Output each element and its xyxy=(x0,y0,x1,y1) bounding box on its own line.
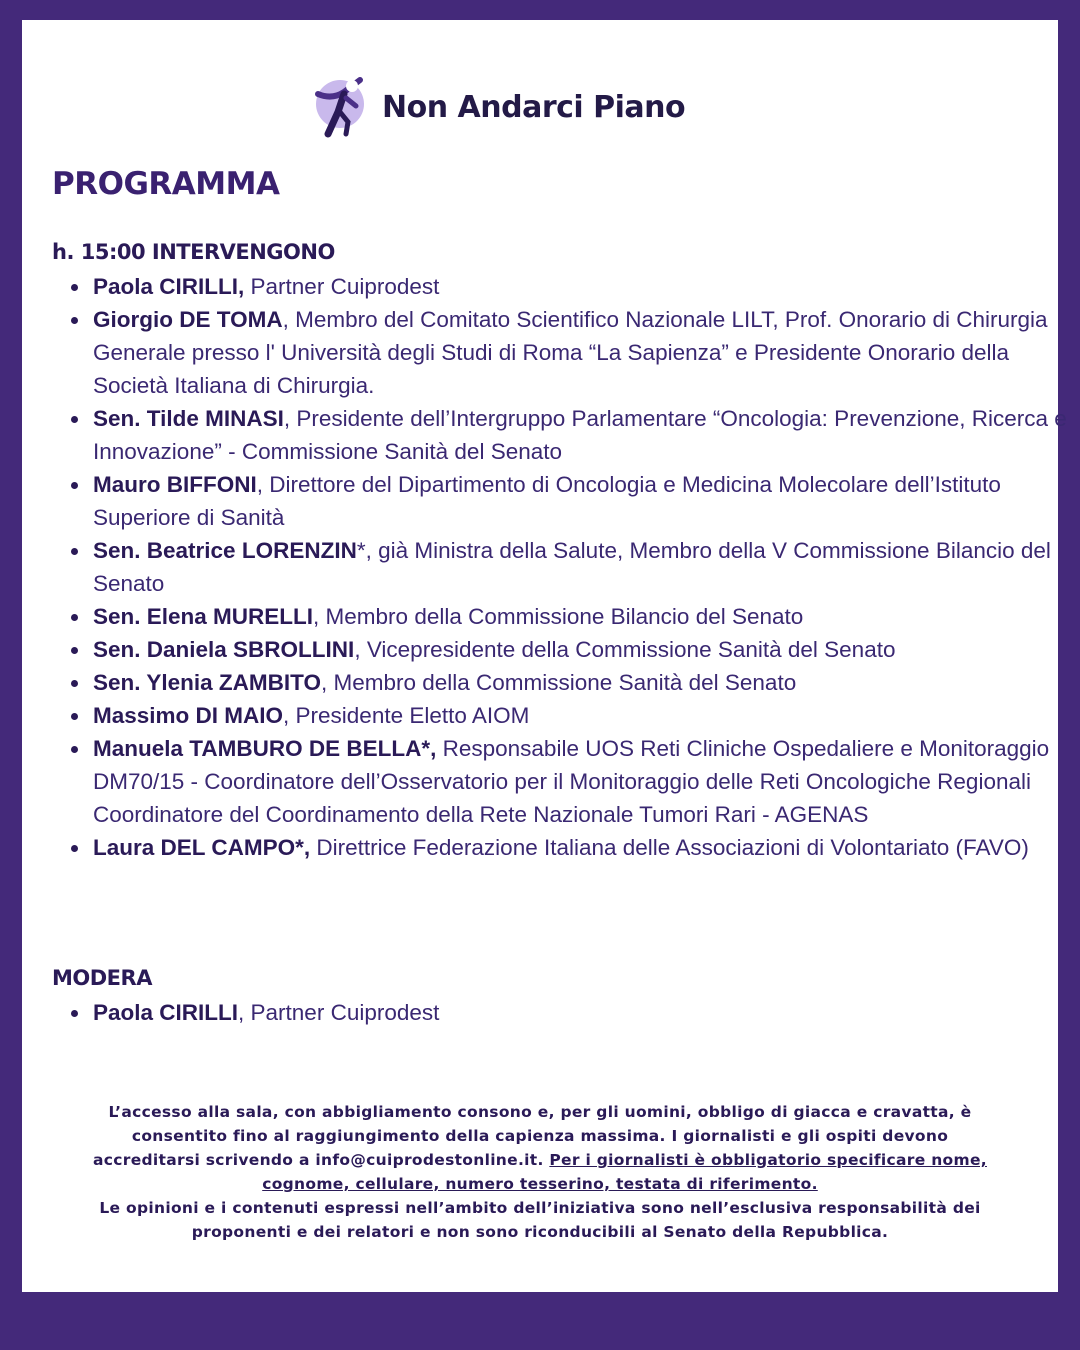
speaker-name: Laura DEL CAMPO*, xyxy=(93,835,311,860)
list-item xyxy=(93,468,1073,534)
program-card xyxy=(22,20,1067,1292)
list-item xyxy=(93,996,1073,1029)
speaker-name: Sen. Elena MURELLI xyxy=(93,604,314,629)
speaker-name: Manuela TAMBURO DE BELLA*, xyxy=(93,736,437,761)
speaker-role: , Vicepresidente della Commissione Sanità del Senato xyxy=(354,637,896,662)
list-item xyxy=(93,732,1073,831)
list-item xyxy=(93,402,1073,468)
speaker-role: Responsabile UOS Reti Cliniche Ospedaliere e Monitoraggio DM70/15 - Coordinatore dell’Osservatorio per il Monitoraggio delle Reti Oncologiche Regionali Coordinatore del Coordinamento della Rete Nazionale Tumori Rari - AGENAS xyxy=(93,736,1050,827)
speaker-role: Direttrice Federazione Italiana delle Associazioni di Volontariato (FAVO) xyxy=(310,835,1029,860)
speaker-name: Sen. Tilde MINASI xyxy=(93,406,284,431)
access-note xyxy=(82,1100,998,1244)
list-item xyxy=(93,303,1073,402)
disclaimer-text: Le opinioni e i contenuti espressi nell’ambito dell’iniziativa sono nell’esclusiva responsabilità dei proponenti e dei relatori e non sono riconducibili al Senato della Repubblica. xyxy=(99,1199,981,1241)
list-item xyxy=(93,270,1073,303)
speaker-list xyxy=(52,270,1073,864)
access-note-text: L’accesso alla sala, con abbigliamento consono e, per gli uomini, obbligo di giacca e cravatta, è consentito fino al raggiungimento della capienza massima. I giornalisti e gli ospiti devono accreditarsi scrivendo a info@cuiprodestonline.it. xyxy=(93,1103,972,1169)
speaker-role: , Partner Cuiprodest xyxy=(238,1000,440,1025)
speaker-role: , Membro della Commissione Sanità del Senato xyxy=(320,670,797,695)
list-item xyxy=(93,699,1073,732)
list-item xyxy=(93,666,1073,699)
speaker-name: Sen. Beatrice LORENZIN xyxy=(93,538,357,563)
speaker-role: , Membro del Comitato Scientifico Nazionale LILT, Prof. Onorario di Chirurgia Generale presso l' Università degli Studi di Roma “La Sapienza” e Presidente Onorario della Società Italiana di Chirurgia. xyxy=(93,307,1048,398)
section-heading-modera: MODERA xyxy=(52,966,152,990)
list-item xyxy=(93,534,1073,600)
speaker-name: Sen. Ylenia ZAMBITO xyxy=(93,670,321,695)
list-item xyxy=(93,831,1073,864)
speaker-name: Paola CIRILLI xyxy=(93,1000,239,1025)
journalist-requirements: Per i giornalisti è obbligatorio specificare nome, cognome, cellulare, numero tesserino, testata di riferimento. xyxy=(262,1151,987,1193)
speaker-name: Paola CIRILLI, xyxy=(93,274,245,299)
speaker-name: Giorgio DE TOMA xyxy=(93,307,283,332)
speaker-name: Sen. Daniela SBROLLINI xyxy=(93,637,355,662)
speaker-role: , Direttore del Dipartimento di Oncologia e Medicina Molecolare dell’Istituto Superiore di Sanità xyxy=(93,472,1001,530)
speaker-name: Massimo DI MAIO xyxy=(93,703,284,728)
speaker-role: , Membro della Commissione Bilancio del Senato xyxy=(313,604,804,629)
page-title: PROGRAMMA xyxy=(52,166,280,202)
running-figure-logo-icon xyxy=(310,72,376,142)
speaker-role: Partner Cuiprodest xyxy=(244,274,440,299)
list-item xyxy=(93,633,1073,666)
logo-text: Non Andarci Piano xyxy=(382,89,686,125)
speaker-name: Mauro BIFFONI xyxy=(93,472,257,497)
list-item xyxy=(93,600,1073,633)
logo xyxy=(310,72,685,142)
section-heading-intervengono: h. 15:00 INTERVENGONO xyxy=(52,240,335,264)
speaker-role: , Presidente dell’Intergruppo Parlamentare “Oncologia: Prevenzione, Ricerca e Innovazione” - Commissione Sanità del Senato xyxy=(93,406,1067,464)
speaker-role: *, già Ministra della Salute, Membro della V Commissione Bilancio del Senato xyxy=(93,538,1051,596)
speaker-role: , Presidente Eletto AIOM xyxy=(283,703,530,728)
moderator-list xyxy=(52,996,1073,1029)
